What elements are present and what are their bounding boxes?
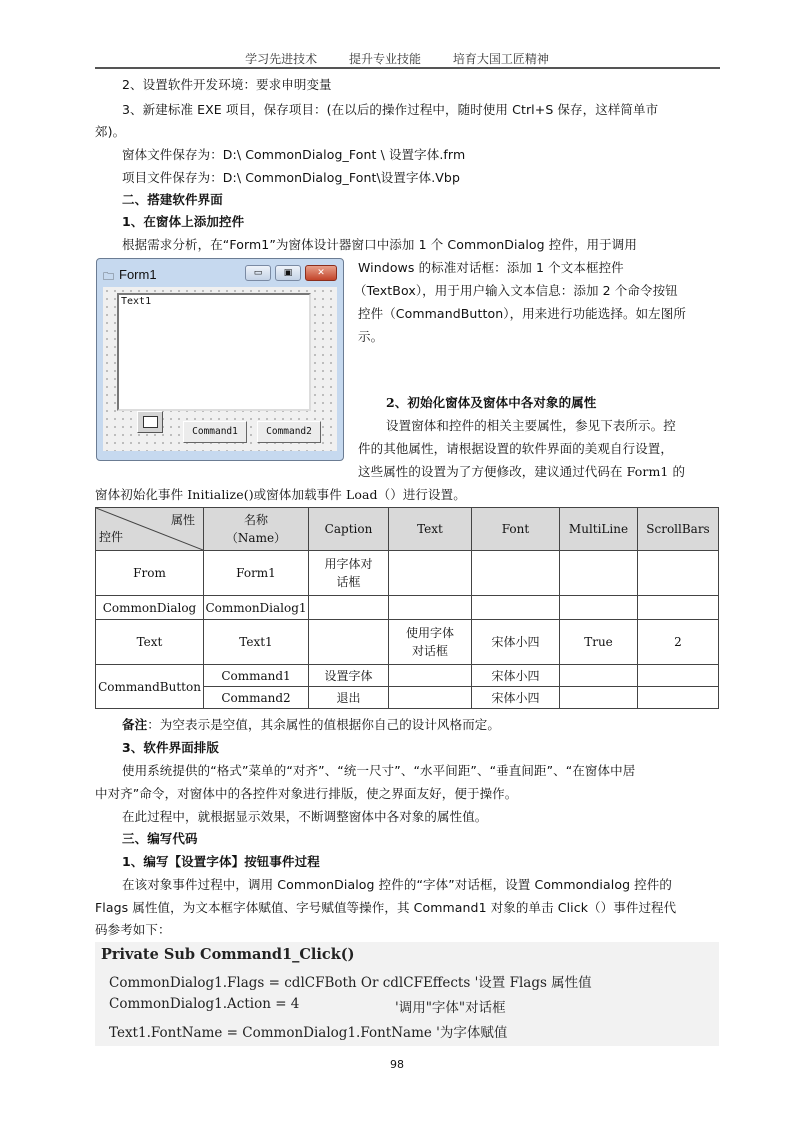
paragraph: 窗体初始化事件 Initialize()或窗体加载事件 Load（）进行设置。	[95, 487, 466, 502]
table-row	[96, 551, 719, 596]
code-line: Text1.FontName = CommonDialog1.FontName '为字体赋值	[109, 1025, 508, 1041]
header-rule	[95, 67, 720, 69]
paragraph: 在此过程中，就根据显示效果，不断调整窗体中各对象的属性值。	[122, 809, 488, 824]
cell	[638, 687, 719, 709]
header-name	[204, 508, 309, 551]
header-ctrl: 控件	[99, 530, 124, 544]
command2-button[interactable]: Command2	[257, 421, 321, 443]
paragraph: 根据需求分析，在“Form1”为窗体设计器窗口中添加 1 个 CommonDialog 控件，用于调用	[122, 237, 637, 252]
cell: 宋体小四	[472, 665, 560, 687]
subsection-heading: 1、在窗体上添加控件	[122, 214, 245, 229]
paragraph: Flags 属性值，为文本框字体赋值、字号赋值等操作，其 Command1 对象的单击 Click（）事件过程代	[95, 900, 677, 915]
cell: Command2	[204, 687, 309, 709]
paragraph: （TextBox），用于用户输入文本信息：添加 2 个命令按钮	[354, 283, 678, 298]
command1-button[interactable]: Command1	[183, 421, 247, 443]
cell	[389, 687, 472, 709]
maximize-button[interactable]: ▣	[275, 265, 301, 281]
header-item: 培育大国工匠精神	[452, 52, 549, 66]
cell: From	[96, 551, 204, 596]
cell: Text1	[204, 620, 309, 665]
cell	[472, 596, 560, 620]
cell	[560, 665, 638, 687]
cell	[389, 596, 472, 620]
cell	[472, 551, 560, 596]
cell	[389, 620, 472, 665]
paragraph: 件的其他属性，请根据设置的软件界面的美观自行设置，	[358, 441, 674, 456]
header-caption: Caption	[309, 508, 389, 551]
section-heading: 二、搭建软件界面	[122, 192, 223, 207]
header-text: Text	[389, 508, 472, 551]
cell: Form1	[204, 551, 309, 596]
paragraph: 控件（CommandButton），用来进行功能选择。如左图所	[358, 306, 686, 321]
header-item: 提升专业技能	[348, 52, 421, 66]
cell: CommonDialog1	[204, 596, 309, 620]
cell	[638, 665, 719, 687]
window-title: Form1	[119, 267, 157, 282]
code-comment: '调用"字体"对话框	[395, 1000, 506, 1016]
minimize-button[interactable]: ▭	[245, 265, 271, 281]
paragraph: 3、新建标准 EXE 项目，保存项目：(在以后的操作过程中，随时使用 Ctrl+S 保存，这样简单市	[122, 102, 659, 117]
paragraph: 在该对象事件过程中，调用 CommonDialog 控件的“字体”对话框，设置 Commondialog 控件的	[122, 877, 672, 892]
subsection-heading: 2、初始化窗体及窗体中各对象的属性	[386, 395, 597, 410]
properties-table	[95, 507, 719, 709]
running-header	[0, 50, 794, 67]
close-button[interactable]: ✕	[305, 265, 337, 281]
subsection-heading: 3、软件界面排版	[122, 740, 219, 755]
form-icon: 🗀	[103, 270, 114, 283]
page-number: 98	[390, 1058, 404, 1071]
form-designer-window	[96, 258, 344, 461]
cell: CommandButton	[96, 665, 204, 709]
cell: 宋体小四	[472, 687, 560, 709]
paragraph: 码参考如下：	[95, 922, 171, 937]
cell-line: 话框	[336, 575, 361, 589]
code-line: CommonDialog1.Action = 4	[109, 996, 300, 1012]
cell	[560, 551, 638, 596]
paragraph: 这些属性的设置为了方便修改，建议通过代码在 Form1 的	[358, 464, 686, 479]
header-name-line1: 名称	[243, 513, 268, 527]
cell: Text	[96, 620, 204, 665]
paragraph: 示。	[358, 329, 384, 344]
cell: CommonDialog	[96, 596, 204, 620]
note-label: 备注	[122, 717, 148, 732]
cell: True	[560, 620, 638, 665]
cell	[309, 620, 389, 665]
paragraph: Windows 的标准对话框：添加 1 个文本框控件	[358, 260, 624, 275]
cell	[560, 687, 638, 709]
cell	[309, 551, 389, 596]
cell: 退出	[309, 687, 389, 709]
note	[122, 716, 500, 734]
paragraph: 使用系统提供的“格式”菜单的“对齐”、“统一尺寸”、“水平间距”、“垂直间距”、“在窗体中居	[122, 763, 636, 778]
paragraph: 项目文件保存为：D:\ CommonDialog_Font\设置字体.Vbp	[122, 170, 461, 185]
header-scrollbars: ScrollBars	[638, 508, 719, 551]
cell: Command1	[204, 665, 309, 687]
header-item: 学习先进技术	[245, 52, 318, 66]
paragraph: 郊)。	[95, 124, 126, 139]
code-line: CommonDialog1.Flags = cdlCFBoth Or cdlCFEffects '设置 Flags 属性值	[109, 975, 592, 991]
text1-textbox[interactable]: Text1	[117, 293, 311, 411]
cell	[309, 596, 389, 620]
cell	[560, 596, 638, 620]
paragraph: 2、设置软件开发环境：要求申明变量	[122, 77, 332, 92]
code-block	[95, 942, 719, 1046]
table-row	[96, 665, 719, 687]
header-multiline: MultiLine	[560, 508, 638, 551]
cell	[638, 596, 719, 620]
commondialog-icon	[137, 411, 163, 433]
table-row	[96, 620, 719, 665]
header-prop: 属性	[170, 513, 195, 527]
paragraph: 设置窗体和控件的相关主要属性，参见下表所示。控	[386, 418, 676, 433]
section-heading: 三、编写代码	[122, 831, 198, 846]
form-client-area	[103, 287, 337, 451]
cell: 宋体小四	[472, 620, 560, 665]
cell: 2	[638, 620, 719, 665]
paragraph: 窗体文件保存为：D:\ CommonDialog_Font \ 设置字体.frm	[122, 147, 466, 162]
note-text: ：为空表示是空值，其余属性的值根据你自己的设计风格而定。	[147, 717, 501, 732]
header-font: Font	[472, 508, 560, 551]
paragraph: 中对齐”命令，对窗体中的各控件对象进行排版，使之界面友好，便于操作。	[95, 786, 518, 801]
cell: 设置字体	[309, 665, 389, 687]
cell-line: 用字体对	[324, 557, 373, 571]
table-header-row	[96, 508, 719, 551]
cell-line: 对话框	[411, 644, 448, 658]
diagonal-header-cell	[96, 508, 204, 551]
cell	[638, 551, 719, 596]
table-row	[96, 596, 719, 620]
cell-line: 使用字体	[405, 626, 454, 640]
cell	[389, 665, 472, 687]
cell	[389, 551, 472, 596]
code-line: Private Sub Command1_Click()	[101, 946, 355, 963]
header-name-line2: （Name）	[225, 531, 287, 545]
subsection-heading: 1、编写【设置字体】按钮事件过程	[122, 854, 320, 869]
